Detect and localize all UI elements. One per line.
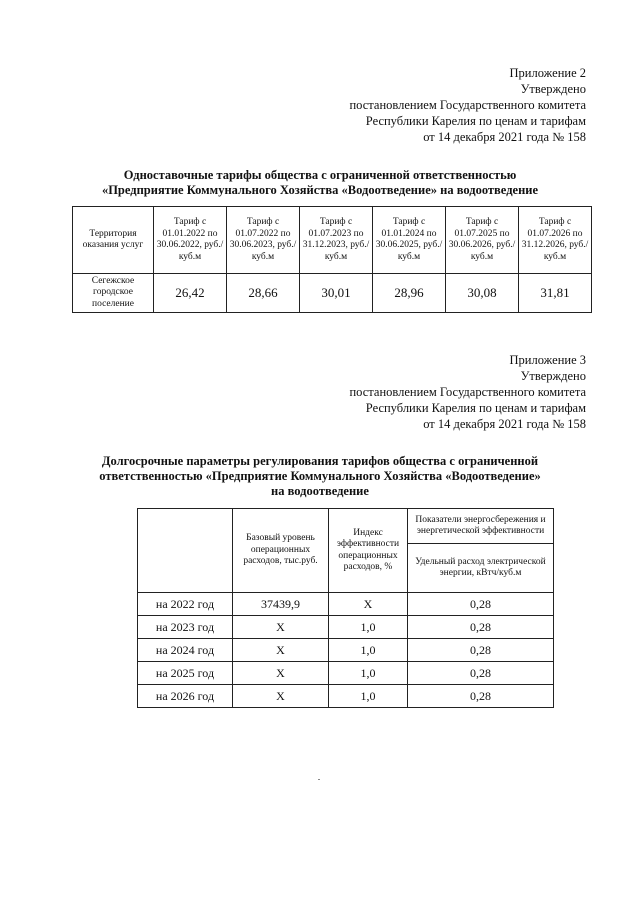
territory-cell: Сегежское городское поселение	[73, 274, 154, 313]
committee-line: Республики Карелия по ценам и тарифам	[365, 401, 586, 415]
approved-label: Утверждено	[520, 369, 586, 383]
energy-cell: 0,28	[408, 593, 554, 616]
table-row	[138, 593, 554, 616]
header-tariff-period: Тариф с 01.07.2026 по 31.12.2026, руб./куб.м	[519, 207, 592, 274]
tariff-value-cell: 28,96	[373, 274, 446, 313]
base-cell: 37439,9	[233, 593, 329, 616]
header-tariff-period: Тариф с 01.07.2025 по 30.06.2026, руб./куб.м	[446, 207, 519, 274]
tariff-value-cell: 28,66	[227, 274, 300, 313]
index-cell: 1,0	[329, 616, 408, 639]
base-cell: Х	[233, 639, 329, 662]
tariff-value-cell: 26,42	[154, 274, 227, 313]
base-cell: Х	[233, 685, 329, 708]
table-row	[138, 639, 554, 662]
header-tariff-period: Тариф с 01.01.2024 по 30.06.2025, руб./куб.м	[373, 207, 446, 274]
title-line: на водоотведение	[271, 484, 369, 498]
parameters-table	[137, 508, 554, 708]
table-row	[138, 685, 554, 708]
year-cell: на 2022 год	[138, 593, 233, 616]
year-cell: на 2024 год	[138, 639, 233, 662]
index-cell: Х	[329, 593, 408, 616]
table-row	[138, 662, 554, 685]
parameters-table-title	[60, 454, 580, 499]
header-tariff-period: Тариф с 01.07.2023 по 31.12.2023, руб./куб.м	[300, 207, 373, 274]
year-cell: на 2026 год	[138, 685, 233, 708]
scan-artifact-dot	[318, 779, 320, 780]
table-row	[138, 616, 554, 639]
title-line: Долгосрочные параметры регулирования тарифов общества с ограниченной	[101, 454, 539, 468]
header-year-empty	[138, 509, 233, 593]
appendix-2-approval-block	[349, 65, 586, 145]
index-cell: 1,0	[329, 639, 408, 662]
table-header-row	[73, 207, 592, 274]
appendix-3-approval-block	[349, 352, 586, 432]
base-cell: Х	[233, 616, 329, 639]
table-header-row	[138, 509, 554, 544]
index-cell: 1,0	[329, 662, 408, 685]
index-cell: 1,0	[329, 685, 408, 708]
energy-cell: 0,28	[408, 685, 554, 708]
tariff-table	[72, 206, 592, 313]
header-efficiency-index: Индекс эффективности операционных расходов, %	[329, 509, 408, 593]
approved-label: Утверждено	[520, 82, 586, 96]
header-specific-energy: Удельный расход электрической энергии, кВтч/куб.м	[408, 544, 554, 593]
appendix-3-label: Приложение 3	[509, 353, 586, 367]
appendix-2-label: Приложение 2	[509, 66, 586, 80]
date-number-line: от 14 декабря 2021 года № 158	[423, 417, 586, 431]
year-cell: на 2023 год	[138, 616, 233, 639]
title-line: ответственностью «Предприятие Коммунального Хозяйства «Водоотведение»	[99, 469, 541, 483]
resolution-line: постановлением Государственного комитета	[349, 385, 586, 399]
tariff-value-cell: 30,08	[446, 274, 519, 313]
year-cell: на 2025 год	[138, 662, 233, 685]
tariff-table-title	[60, 168, 580, 198]
base-cell: Х	[233, 662, 329, 685]
header-energy-indicators: Показатели энергосбережения и энергетической эффективности	[408, 509, 554, 544]
title-line: «Предприятие Коммунального Хозяйства «Водоотведение» на водоотведение	[101, 183, 539, 197]
header-tariff-period: Тариф с 01.07.2022 по 30.06.2023, руб./куб.м	[227, 207, 300, 274]
header-base-opex: Базовый уровень операционных расходов, тыс.руб.	[233, 509, 329, 593]
date-number-line: от 14 декабря 2021 года № 158	[423, 130, 586, 144]
resolution-line: постановлением Государственного комитета	[349, 98, 586, 112]
tariff-value-cell: 30,01	[300, 274, 373, 313]
header-territory: Территория оказания услуг	[73, 207, 154, 274]
energy-cell: 0,28	[408, 639, 554, 662]
committee-line: Республики Карелия по ценам и тарифам	[365, 114, 586, 128]
energy-cell: 0,28	[408, 662, 554, 685]
energy-cell: 0,28	[408, 616, 554, 639]
table-row	[73, 274, 592, 313]
header-tariff-period: Тариф с 01.01.2022 по 30.06.2022, руб./куб.м	[154, 207, 227, 274]
title-line: Одноставочные тарифы общества с ограниченной ответственностью	[123, 168, 517, 182]
tariff-value-cell: 31,81	[519, 274, 592, 313]
